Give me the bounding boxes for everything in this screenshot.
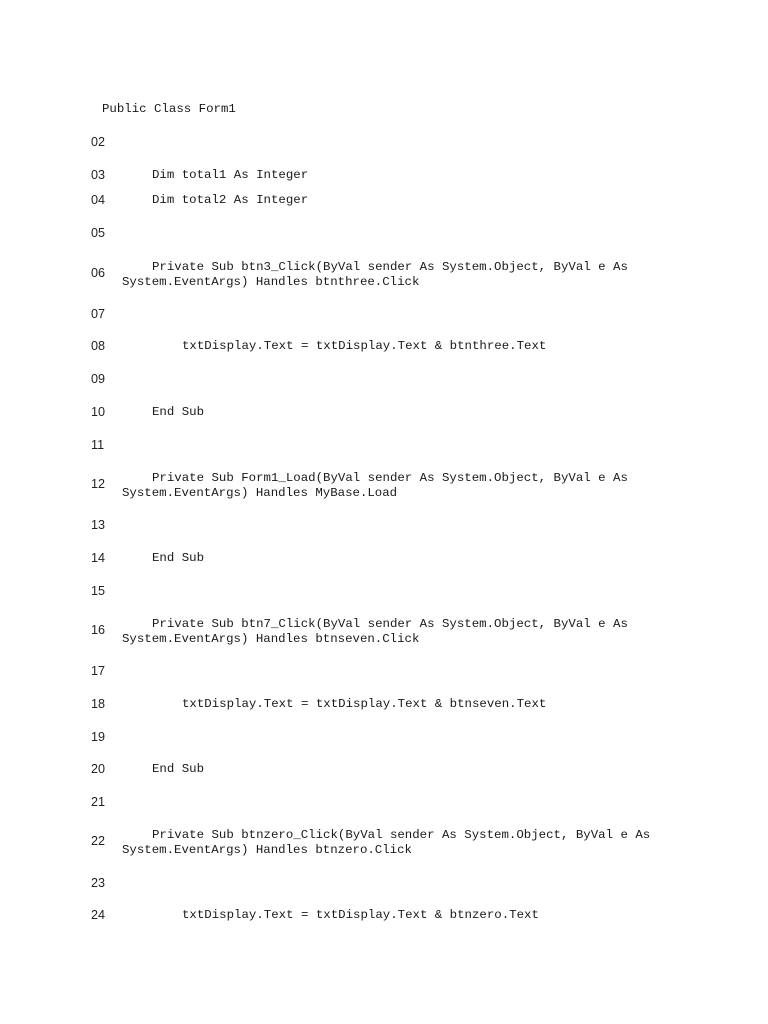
line-number: 06: [91, 266, 106, 280]
code-text: Private Sub btn7_Click(ByVal sender As System.Object, ByVal e As: [152, 617, 628, 631]
code-line-16: [0, 617, 768, 651]
code-text: Private Sub btnzero_Click(ByVal sender As System.Object, ByVal e As: [152, 828, 651, 842]
code-line-03: [0, 168, 768, 186]
code-text: Private Sub Form1_Load(ByVal sender As System.Object, ByVal e As: [152, 471, 628, 485]
code-line-06: [0, 260, 768, 294]
line-number: 18: [91, 697, 106, 711]
line-number: 12: [91, 477, 106, 491]
line-number: 14: [91, 551, 106, 565]
code-line-12: [0, 471, 768, 505]
code-line-18: [0, 697, 768, 715]
code-text: End Sub: [152, 405, 205, 419]
code-text-continuation: System.EventArgs) Handles btnseven.Click: [122, 632, 420, 646]
code-line-02: [0, 135, 768, 153]
code-text-continuation: System.EventArgs) Handles btnthree.Click: [122, 275, 420, 289]
line-number: 20: [91, 762, 106, 776]
line-number: 17: [91, 664, 106, 678]
code-line-09: [0, 372, 768, 390]
code-line-20: [0, 762, 768, 780]
code-line-17: [0, 664, 768, 682]
code-text-continuation: System.EventArgs) Handles btnzero.Click: [122, 843, 412, 857]
code-text: Public Class Form1: [102, 102, 236, 116]
code-line-22: [0, 828, 768, 862]
code-line-11: [0, 438, 768, 456]
code-line-08: [0, 339, 768, 357]
line-number: 23: [91, 876, 106, 890]
code-line-07: [0, 307, 768, 325]
line-number: 08: [91, 339, 106, 353]
code-text: Private Sub btn3_Click(ByVal sender As System.Object, ByVal e As: [152, 260, 628, 274]
line-number: 04: [91, 193, 106, 207]
line-number: 03: [91, 168, 106, 182]
line-number: 15: [91, 584, 106, 598]
line-number: 07: [91, 307, 106, 321]
line-number: 22: [91, 834, 106, 848]
code-text: Dim total2 As Integer: [152, 193, 309, 207]
code-line-19: [0, 730, 768, 748]
code-line-10: [0, 405, 768, 423]
code-line-05: [0, 226, 768, 244]
code-text: txtDisplay.Text = txtDisplay.Text & btnzero.Text: [182, 908, 539, 922]
line-number: 02: [91, 135, 106, 149]
line-number: 13: [91, 518, 106, 532]
line-number: 21: [91, 795, 106, 809]
code-text-continuation: System.EventArgs) Handles MyBase.Load: [122, 486, 398, 500]
code-line-23: [0, 876, 768, 894]
line-number: 19: [91, 730, 106, 744]
code-line-21: [0, 795, 768, 813]
code-text: txtDisplay.Text = txtDisplay.Text & btnthree.Text: [182, 339, 547, 353]
line-number: 16: [91, 623, 106, 637]
code-line-04: [0, 193, 768, 211]
code-text: End Sub: [152, 551, 205, 565]
code-text: txtDisplay.Text = txtDisplay.Text & btnseven.Text: [182, 697, 547, 711]
code-line-14: [0, 551, 768, 569]
line-number: 10: [91, 405, 106, 419]
code-text: Dim total1 As Integer: [152, 168, 309, 182]
line-number: 24: [91, 908, 106, 922]
code-text: End Sub: [152, 762, 205, 776]
line-number: 05: [91, 226, 106, 240]
code-line-13: [0, 518, 768, 536]
code-line-24: [0, 908, 768, 926]
code-line-header: [0, 102, 768, 120]
line-number: 09: [91, 372, 106, 386]
line-number: 11: [91, 438, 105, 452]
code-line-15: [0, 584, 768, 602]
